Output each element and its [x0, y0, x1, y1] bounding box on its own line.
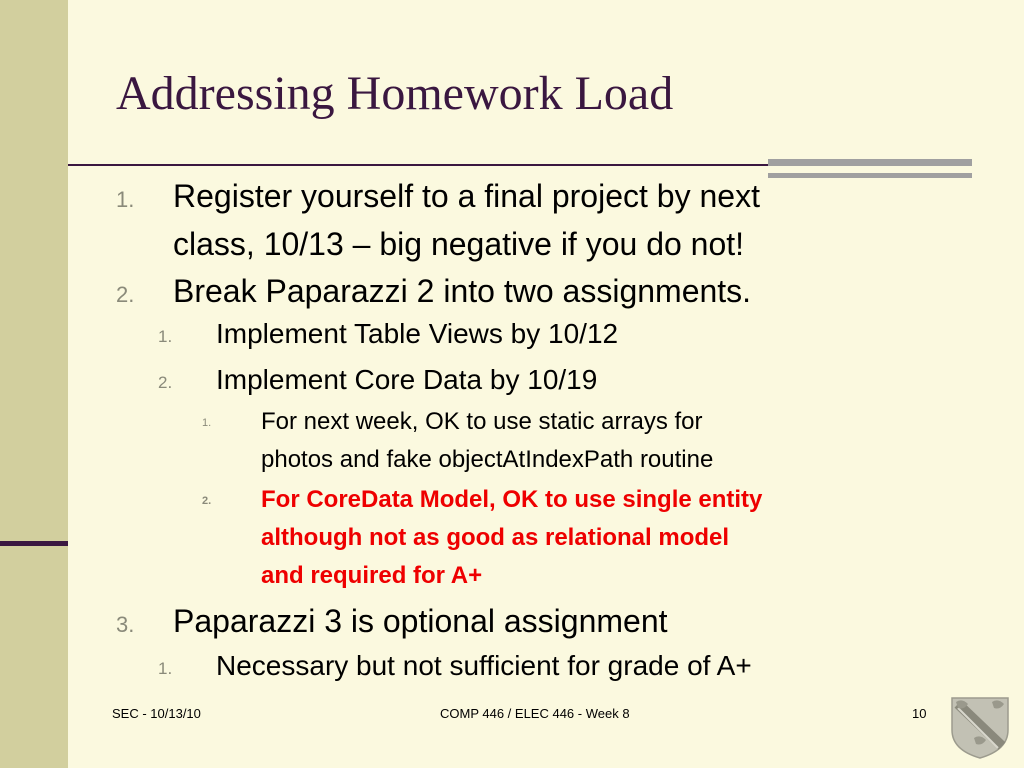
list-text: class, 10/13 – big negative if you do not! — [173, 226, 745, 262]
list-number: 3. — [116, 612, 135, 637]
side-rule — [0, 541, 68, 546]
list-text: For next week, OK to use static arrays for — [261, 408, 703, 435]
list-text: Register yourself to a final project by next — [173, 178, 760, 214]
list-number: 2. — [158, 373, 173, 392]
list-number: 1. — [158, 327, 173, 346]
list-text: Break Paparazzi 2 into two assignments. — [173, 273, 752, 309]
list-text: although not as good as relational model — [261, 524, 730, 551]
list-text: Implement Table Views by 10/12 — [216, 318, 619, 349]
footer-course: COMP 446 / ELEC 446 - Week 8 — [440, 706, 630, 721]
side-bar — [0, 0, 68, 768]
list-text: and required for A+ — [261, 562, 483, 589]
slide-title: Addressing Homework Load — [116, 67, 674, 120]
list-text: Paparazzi 3 is optional assignment — [173, 603, 668, 639]
title-accent-bar — [768, 159, 972, 166]
list-number: 2. — [202, 495, 212, 507]
list-text: For CoreData Model, OK to use single entity — [261, 486, 763, 513]
title-accent-bar-lower — [768, 173, 972, 178]
page-number: 10 — [912, 706, 927, 721]
list-number: 2. — [116, 282, 135, 307]
list-number: 1. — [202, 417, 212, 429]
list-text: photos and fake objectAtIndexPath routine — [261, 446, 714, 473]
list-text: Implement Core Data by 10/19 — [216, 364, 598, 395]
university-shield-icon — [948, 694, 1012, 760]
list-number: 1. — [116, 187, 135, 212]
list-text: Necessary but not sufficient for grade of A+ — [216, 650, 752, 681]
list-number: 1. — [158, 659, 173, 678]
footer-date: SEC - 10/13/10 — [112, 706, 201, 721]
